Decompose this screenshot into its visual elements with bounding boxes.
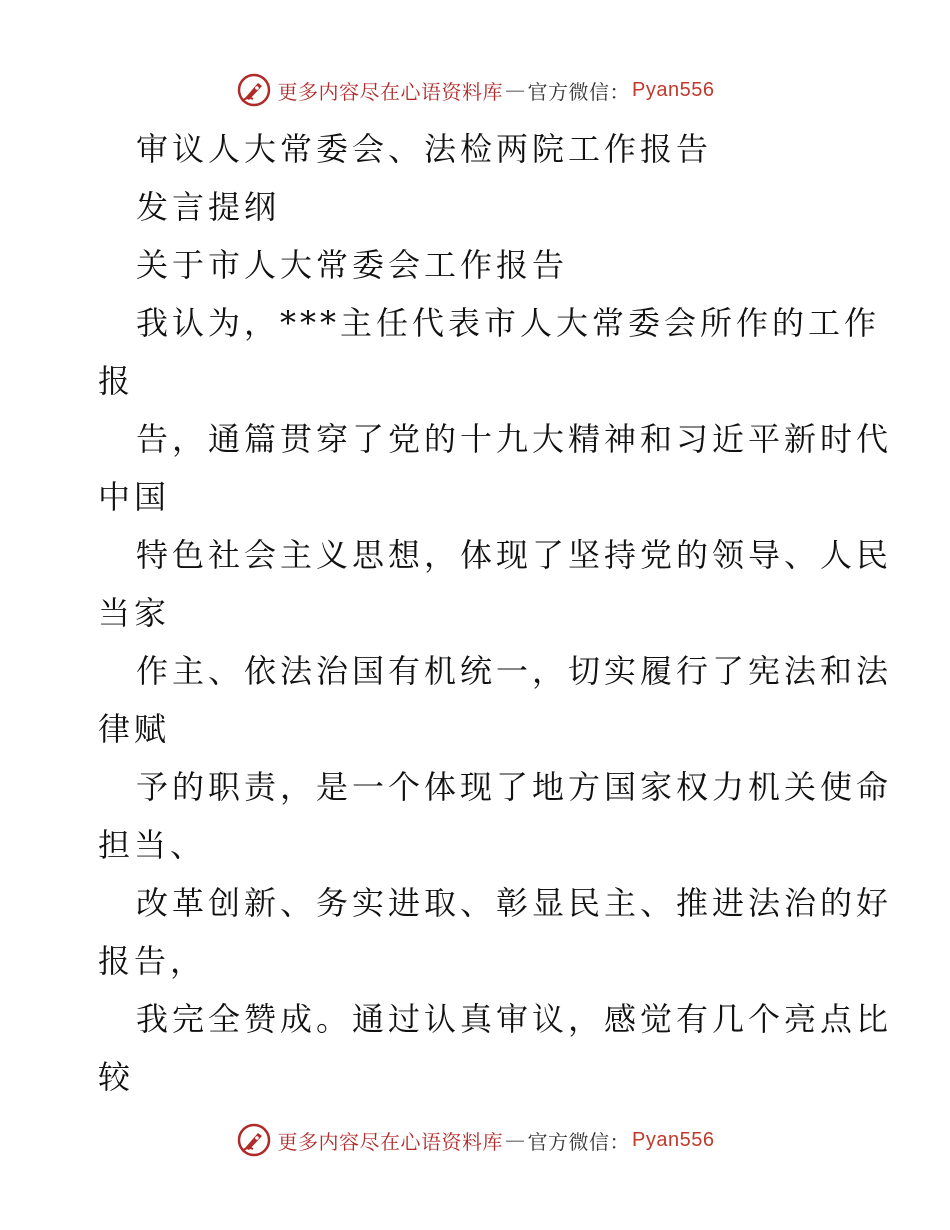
paragraph-line: 报告，	[98, 942, 207, 980]
paragraph-line: 较	[98, 1058, 135, 1096]
header-banner	[0, 68, 950, 112]
document-body	[98, 120, 893, 1106]
banner-slogan: 更多内容尽在心语资料库	[277, 79, 504, 104]
banner-wechat-label: 官方微信：	[527, 1129, 631, 1154]
paragraph-line: 我完全赞成。通过认真审议，感觉有几个亮点比	[136, 1000, 893, 1038]
banner-wechat-id: Pyan556	[632, 78, 715, 101]
banner-content	[236, 1122, 715, 1158]
footer-banner	[0, 1118, 950, 1162]
paragraph-line: 予的职责，是一个体现了地方国家权力机关使命	[136, 768, 893, 806]
paragraph-line: 当家	[98, 594, 171, 632]
document-title: 审议人大常委会、法检两院工作报告	[136, 130, 713, 168]
pen-nib-icon	[236, 1122, 272, 1158]
banner-separator: —	[505, 78, 526, 102]
paragraph-line: 特色社会主义思想，体现了坚持党的领导、人民	[136, 536, 893, 574]
pen-nib-icon	[236, 72, 272, 108]
paragraph-line: 报	[98, 362, 135, 400]
paragraph-line: 我认为，***主任代表市人大常委会所作的工作	[136, 304, 881, 342]
banner-text	[278, 1126, 715, 1155]
banner-content	[236, 72, 715, 108]
paragraph-line: 告，通篇贯穿了党的十九大精神和习近平新时代	[136, 420, 893, 458]
banner-separator: —	[505, 1128, 526, 1152]
section-heading: 关于市人大常委会工作报告	[136, 246, 569, 284]
paragraph-line: 律赋	[98, 710, 171, 748]
banner-wechat-id: Pyan556	[632, 1128, 715, 1151]
banner-wechat-label: 官方微信：	[527, 79, 631, 104]
paragraph-line: 中国	[98, 478, 171, 516]
paragraph-line: 改革创新、务实进取、彰显民主、推进法治的好	[136, 884, 893, 922]
paragraph-line: 担当、	[98, 826, 207, 864]
document-subtitle: 发言提纲	[136, 188, 281, 226]
banner-slogan: 更多内容尽在心语资料库	[277, 1129, 504, 1154]
paragraph-line: 作主、依法治国有机统一，切实履行了宪法和法	[136, 652, 893, 690]
banner-text	[278, 76, 715, 105]
